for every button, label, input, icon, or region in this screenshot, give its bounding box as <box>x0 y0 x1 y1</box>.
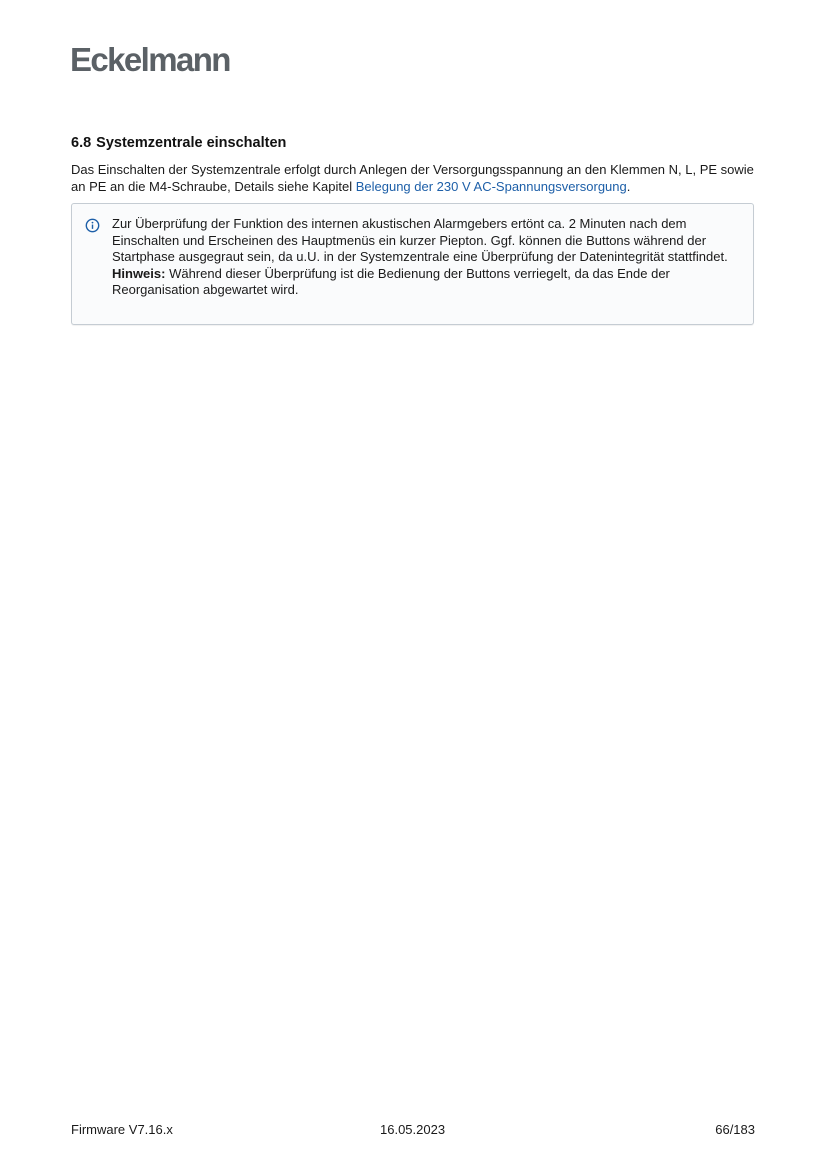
intro-paragraph <box>71 162 761 195</box>
section-number: 6.8 <box>71 135 92 151</box>
info-box <box>71 203 754 325</box>
info-paragraph: Zur Überprüfung der Funktion des internen akustischen Alarmgebers ertönt ca. 2 Minuten nach dem Einschalten und Erscheinen des Hauptmenüs ein kurzer Piepton. Ggf. können die Buttons während der Startphase ausgegraut sein, da u.U. in der Systemzentrale eine Überprüfung der Datenintegrität stattfindet. <box>112 216 728 264</box>
intro-text: Das Einschalten der Systemzentrale erfolgt durch Anlegen der Versorgungsspannung an den Klemmen N, L, PE sowie an PE an die M4-Schraube, Details siehe Kapitel <box>71 162 754 194</box>
note-label: Hinweis: <box>112 265 166 281</box>
company-logo: Eckelmann <box>70 41 230 78</box>
footer-firmware-version: Firmware V7.16.x <box>71 1122 173 1137</box>
footer-page-number: 66/183 <box>715 1122 755 1137</box>
info-text <box>112 216 732 299</box>
section-heading <box>71 133 286 153</box>
note-text: Während dieser Überprüfung ist die Bedienung der Buttons verriegelt, da das Ende der Reorganisation abgewartet wird. <box>112 265 670 297</box>
footer-date: 16.05.2023 <box>380 1122 446 1137</box>
intro-text-end: . <box>626 178 631 194</box>
info-circle-icon <box>85 218 100 233</box>
chapter-link[interactable]: Belegung der 230 V AC-Spannungsversorgung <box>355 178 627 194</box>
section-title: Systemzentrale einschalten <box>96 135 287 151</box>
